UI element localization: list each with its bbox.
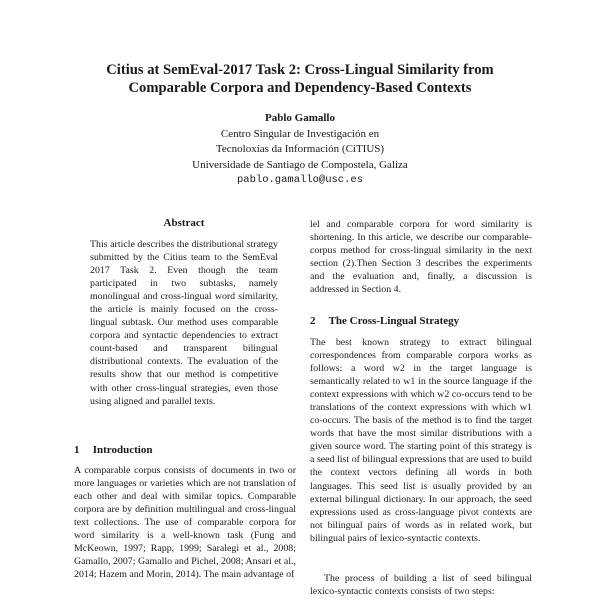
section-1-text: A comparable corpus consists of documents in two or more languages or varieties which are not translation of each other and deal with similar topics. Comparable corpora are by definition multilingual and cross-lingual text collections. The use of comparable corpora for word similarity is a well-known task (Fung and McKeown, 1997; Rapp, 1999; Saralegi et al., 2008; Gamallo, 2007; Gamallo and Pichel, 2008; Ansari et al., 2014; Hazem and Morin, 2014). The main advantage of <box>74 465 296 581</box>
author-block <box>150 111 450 189</box>
author-email[interactable]: pablo.gamallo@usc.es <box>236 174 364 186</box>
section-2-heading <box>310 315 459 328</box>
section-1-heading <box>74 444 152 457</box>
affiliation-line-2: Tecnoloxías da Información (CiTIUS) <box>215 143 385 155</box>
paper-title <box>70 61 530 97</box>
title-line-2: Comparable Corpora and Dependency-Based Contexts <box>128 80 472 96</box>
abstract-heading: Abstract <box>163 217 205 229</box>
section-1-number: 1 <box>74 444 80 456</box>
section-1-title: Introduction <box>92 444 153 456</box>
section-2-number: 2 <box>310 315 316 327</box>
section-2-paragraph-1: The best known strategy to extract bilingual correspondences from comparable corpora works as follows: a word w2 in the target language is semantically related to w1 in the source language if the context expressions with which w2 co-occurs tend to be translations of the context expressions with which w1 co-occurs. The basis of the method is to find the target words that have the most similar distributions with a given source word. The starting point of this strategy is a seed list of bilingual expressions that are used to build the context vectors defining all words in both languages. This seed list is usually provided by an external bilingual dictionary. In our approach, the seed expressions used as cross-language pivot contexts are not bilingual pairs of words as in related work, but bilingual pairs of lexico-syntactic contexts. <box>310 337 532 544</box>
column-2-intro-text: lel and comparable corpora for word similarity is shortening. In this article, we describe our comparable-corpus method for cross-lingual similarity in the next section (2).Then Section 3 describes the experiments and the evaluation and, finally, a discussion is addressed in Section 4. <box>310 219 532 296</box>
section-2-paragraph-2: The process of building a list of seed bilingual lexico-syntactic contexts consists of two steps: <box>310 573 532 598</box>
author-name: Pablo Gamallo <box>265 112 335 124</box>
affiliation-line-1: Centro Singular de Investigación en <box>220 127 380 140</box>
title-line-1: Citius at SemEval-2017 Task 2: Cross-Lingual Similarity from <box>106 62 494 78</box>
section-2-title: The Cross-Lingual Strategy <box>328 315 460 327</box>
affiliation-line-3: Universidade de Santiago de Compostela, Galiza <box>192 158 408 171</box>
abstract-text: This article describes the distributional strategy submitted by the Citius team to the SemEval 2017 Task 2. Even though the team participated in two subtasks, namely monolingual and cross-lingual word similarity, the article is mainly focused on the cross-lingual subtask. Our method uses comparable corpora and syntactic dependencies to extract count-based and transparent bilingual distributional contexts. The evaluation of the results show that our method is competitive with other cross-lingual strategies, even those using aligned and parallel texts. <box>90 239 278 407</box>
